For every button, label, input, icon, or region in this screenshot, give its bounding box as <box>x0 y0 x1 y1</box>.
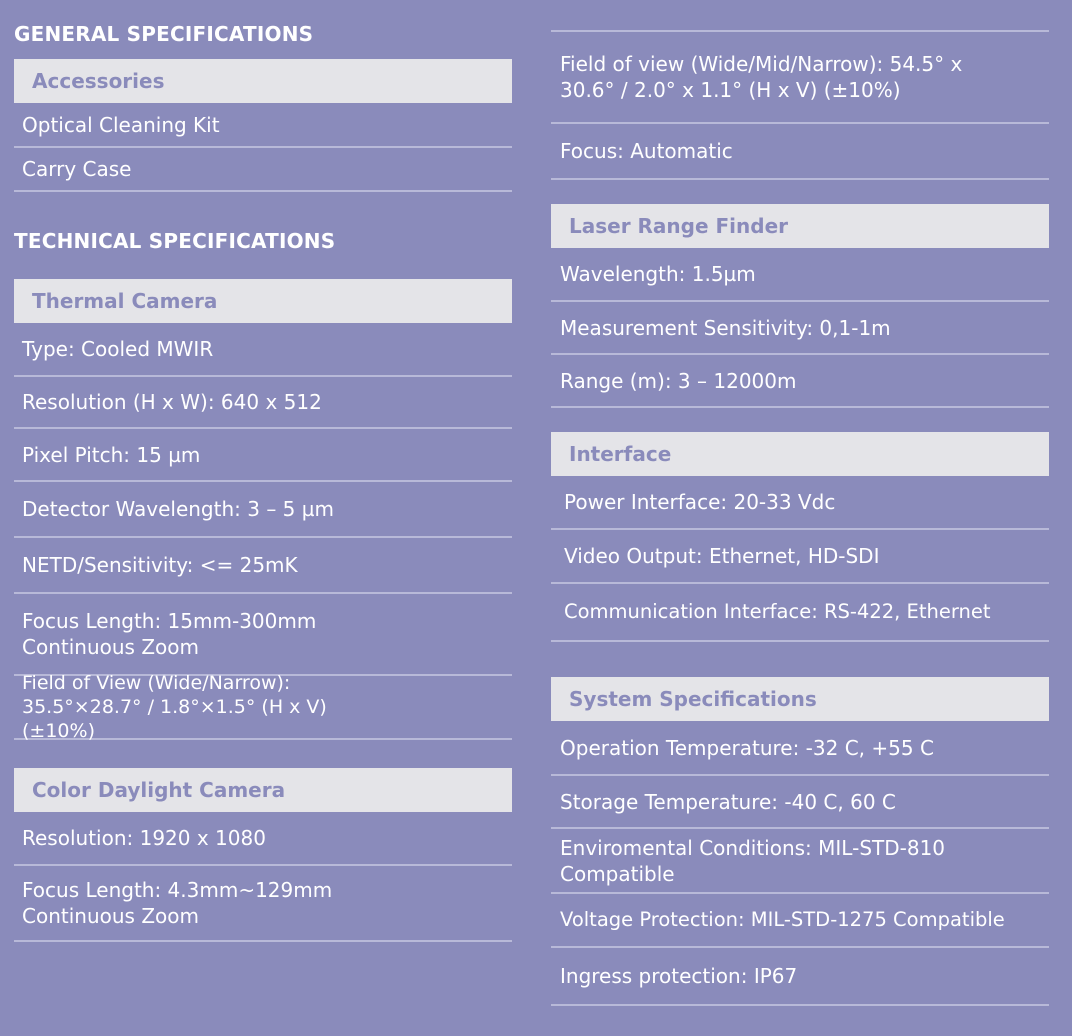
spec-row: NETD/Sensitivity: <= 25mK <box>14 538 512 594</box>
color-daylight-camera-header: Color Daylight Camera <box>14 768 512 812</box>
spec-row: Carry Case <box>14 148 512 192</box>
spec-row: Detector Wavelength: 3 – 5 µm <box>14 482 512 538</box>
spec-row: Video Output: Ethernet, HD-SDI <box>551 530 1049 584</box>
spec-row: Resolution (H x W): 640 x 512 <box>14 377 512 429</box>
general-specifications-heading: GENERAL SPECIFICATIONS <box>14 22 314 46</box>
laser-range-finder-header: Laser Range Finder <box>551 204 1049 248</box>
spec-row: Field of View (Wide/Narrow): 35.5°×28.7° / 1.8°×1.5° (H x V) (±10%) <box>14 676 512 740</box>
technical-specifications-heading: TECHNICAL SPECIFICATIONS <box>14 229 336 253</box>
spec-row: Focus Length: 15mm-300mm Continuous Zoom <box>14 594 512 676</box>
spec-row: Ingress protection: IP67 <box>551 948 1049 1006</box>
spec-row: Measurement Sensitivity: 0,1-1m <box>551 302 1049 355</box>
thermal-camera-header: Thermal Camera <box>14 279 512 323</box>
spec-row: Focus: Automatic <box>551 124 1049 180</box>
spec-row: Wavelength: 1.5µm <box>551 248 1049 302</box>
spec-row: Field of view (Wide/Mid/Narrow): 54.5° x 30.6° / 2.0° x 1.1° (H x V) (±10%) <box>551 32 1049 124</box>
spec-row: Pixel Pitch: 15 µm <box>14 429 512 482</box>
spec-row: Focus Length: 4.3mm~129mm Continuous Zoom <box>14 866 512 942</box>
spec-row: Optical Cleaning Kit <box>14 103 512 148</box>
spec-row: Storage Temperature: -40 C, 60 C <box>551 776 1049 829</box>
spec-row: Communication Interface: RS-422, Ethernet <box>551 584 1049 642</box>
spec-row: Power Interface: 20-33 Vdc <box>551 476 1049 530</box>
spec-row: Voltage Protection: MIL-STD-1275 Compatible <box>551 894 1049 948</box>
spec-row: Type: Cooled MWIR <box>14 323 512 377</box>
system-specifications-header: System Specifications <box>551 677 1049 721</box>
spec-row: Enviromental Conditions: MIL-STD-810 Compatible <box>551 829 1049 894</box>
spec-row: Range (m): 3 – 12000m <box>551 355 1049 408</box>
spec-row: Operation Temperature: -32 C, +55 C <box>551 721 1049 776</box>
interface-header: Interface <box>551 432 1049 476</box>
spec-row: Resolution: 1920 x 1080 <box>14 812 512 866</box>
accessories-header: Accessories <box>14 59 512 103</box>
